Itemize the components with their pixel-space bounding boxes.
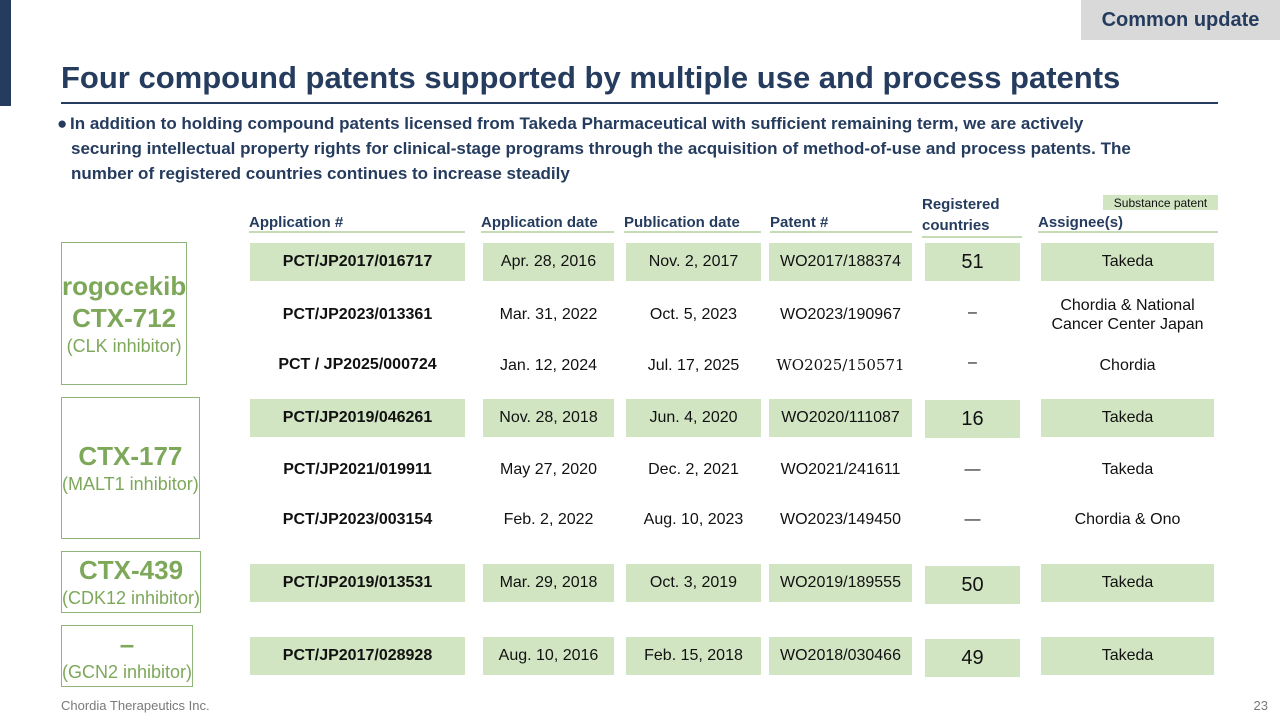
row-assignee: Chordia & Ono [1074,511,1181,528]
intro-paragraph [57,111,1217,186]
row-assignee: Takeda [1041,637,1214,675]
row-application-date: Jan. 12, 2024 [500,357,597,374]
row-application-date: May 27, 2020 [500,461,597,478]
row-publication-date: Dec. 2, 2021 [648,461,739,478]
row-application-number: PCT/JP2017/028928 [250,637,465,675]
row-registered-countries: 50 [925,566,1020,604]
intro-line-3: number of registered countries continues to increase steadily [71,164,570,183]
row-application-number: PCT/JP2023/003154 [282,511,433,528]
header-application-date: Application date [481,214,614,233]
compound-code: – [119,629,135,659]
row-application-number: PCT/JP2023/013361 [282,306,433,323]
header-registered-countries [922,194,1022,238]
compound-box-ctx712 [61,242,187,385]
intro-line-2: securing intellectual property rights for clinical-stage programs through the acquisition of method-of-use and process patents. The [71,139,1131,158]
compound-target: (GCN2 inhibitor) [62,662,193,682]
row-patent-number: WO2023/149450 [780,511,901,528]
footer-company: Chordia Therapeutics Inc. [61,698,210,713]
intro-line-1: In addition to holding compound patents licensed from Takeda Pharmaceutical with sufficient remaining term, we are actively [70,114,1084,133]
compound-code: CTX-439 [79,555,184,585]
compound-code: CTX-712 [72,302,177,333]
page-title: Four compound patents supported by multiple use and process patents [61,60,1121,95]
left-accent-bar [0,0,11,106]
row-publication-date: Oct. 5, 2023 [649,306,738,323]
header-publication-date: Publication date [624,214,761,233]
compound-box-gcn2 [61,625,193,687]
row-patent-number: WO2018/030466 [769,637,912,675]
row-application-number: PCT/JP2019/046261 [250,399,465,437]
row-publication-date: Aug. 10, 2023 [643,511,744,528]
row-registered-countries: 51 [925,243,1020,281]
bullet-icon: ● [57,114,68,133]
row-application-date: Apr. 28, 2016 [483,243,614,281]
title-divider [61,102,1218,104]
row-application-date: Feb. 2, 2022 [503,511,594,528]
compound-name: rogocekib [62,270,187,301]
row-registered-countries: — [964,511,981,528]
row-patent-number: WO2019/189555 [769,564,912,602]
header-patent: Patent # [770,214,912,233]
row-publication-date: Feb. 15, 2018 [626,637,761,675]
row-patent-number: WO2021/241611 [780,461,901,478]
substance-patent-legend: Substance patent [1103,195,1218,210]
row-registered-countries: – [968,354,977,371]
header-registered-line: Registered [922,196,1000,213]
header-application: Application # [249,214,465,233]
row-application-date: Aug. 10, 2016 [483,637,614,675]
row-application-date: Mar. 31, 2022 [499,306,598,323]
row-patent-number: WO2025/150571 [776,356,905,374]
assignee-line-1: Chordia & National [1060,297,1195,314]
row-application-number: PCT/JP2021/019911 [283,461,432,478]
header-countries-line: countries [922,217,990,234]
row-registered-countries: — [964,461,981,478]
row-assignee: Takeda [1041,564,1214,602]
compound-box-ctx439 [61,551,201,613]
row-application-date: Nov. 28, 2018 [483,399,614,437]
header-assignee: Assignee(s) [1038,214,1218,233]
row-assignee: Takeda [1041,399,1214,437]
row-publication-date: Jul. 17, 2025 [647,357,740,374]
row-assignee: Chordia [1099,357,1156,374]
row-registered-countries: – [968,304,977,321]
compound-code: CTX-177 [78,441,183,471]
compound-target: (CLK inhibitor) [66,335,182,356]
row-patent-number: WO2023/190967 [780,306,901,323]
row-registered-countries: 16 [925,400,1020,438]
common-update-tag: Common update [1081,0,1280,40]
row-application-number: PCT/JP2019/013531 [250,564,465,602]
page-number: 23 [1253,698,1268,713]
row-patent-number: WO2020/111087 [769,399,912,437]
row-patent-number: WO2017/188374 [769,243,912,281]
row-publication-date: Nov. 2, 2017 [626,243,761,281]
row-registered-countries: 49 [925,639,1020,677]
row-assignee: Takeda [1101,461,1154,478]
compound-target: (MALT1 inhibitor) [62,474,199,494]
compound-box-ctx177 [61,397,200,539]
row-assignee [1041,296,1214,334]
row-assignee: Takeda [1041,243,1214,281]
row-application-date: Mar. 29, 2018 [483,564,614,602]
compound-target: (CDK12 inhibitor) [62,588,201,608]
assignee-line-2: Cancer Center Japan [1051,316,1204,333]
row-application-number: PCT/JP2017/016717 [250,243,465,281]
row-application-number: PCT / JP2025/000724 [278,356,437,373]
row-publication-date: Oct. 3, 2019 [626,564,761,602]
row-publication-date: Jun. 4, 2020 [626,399,761,437]
